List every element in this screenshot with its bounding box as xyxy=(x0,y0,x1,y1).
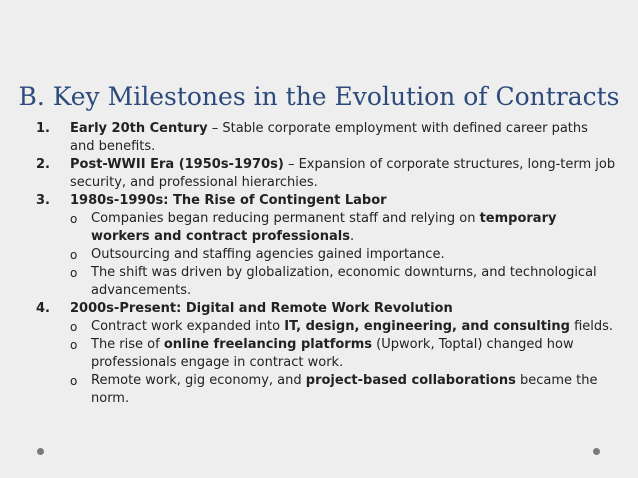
bullet-marker: o xyxy=(70,266,78,280)
slide-body xyxy=(36,120,616,408)
bullet-marker: o xyxy=(70,248,78,262)
slide-title: B. Key Milestones in the Evolution of Contracts xyxy=(18,82,620,111)
sub-text: Remote work, gig economy, and xyxy=(91,373,306,388)
item-number: 1. xyxy=(36,121,50,136)
list-item-1 xyxy=(36,120,616,156)
right-dot-icon xyxy=(593,448,600,455)
sub-item xyxy=(36,210,616,246)
item-heading: 2000s-Present: Digital and Remote Work Revolution xyxy=(70,301,453,316)
bullet-marker: o xyxy=(70,320,78,334)
list-item-4 xyxy=(36,300,616,318)
sub-text-bold: project-based collaborations xyxy=(305,373,516,388)
list-item-2 xyxy=(36,156,616,192)
sub-text: Contract work expanded into xyxy=(91,319,285,334)
item-heading: 1980s-1990s: The Rise of Contingent Labor xyxy=(70,193,387,208)
sub-text: fields. xyxy=(569,319,614,334)
item-heading: Early 20th Century xyxy=(70,121,208,136)
sub-text: The shift was driven by globalization, economic downturns, and technological advancements. xyxy=(91,265,597,298)
left-dot-icon xyxy=(37,448,44,455)
bullet-marker: o xyxy=(70,374,78,388)
item-text: – Stable corporate employment with defined career paths and benefits. xyxy=(70,121,588,154)
sub-item xyxy=(36,264,616,300)
sub-text-bold: temporary workers and contract professionals xyxy=(91,211,557,244)
item-number: 3. xyxy=(36,193,50,208)
sub-text: Companies began reducing permanent staff and relying on xyxy=(91,211,480,226)
list-item-3 xyxy=(36,192,616,210)
sub-item xyxy=(36,246,616,264)
sub-text-bold: online freelancing platforms xyxy=(163,337,373,352)
item-number: 4. xyxy=(36,301,50,316)
sub-text: (Upwork, Toptal) changed how professionals engage in contract work. xyxy=(91,337,574,370)
sub-text: became the norm. xyxy=(91,373,598,406)
sub-item xyxy=(36,318,616,336)
sub-text: The rise of xyxy=(91,337,164,352)
sub-text-bold: IT, design, engineering, and consulting xyxy=(284,319,570,334)
bullet-marker: o xyxy=(70,212,78,226)
sub-text: Outsourcing and staffing agencies gained importance. xyxy=(91,247,445,262)
sub-item xyxy=(36,336,616,372)
item-text: – Expansion of corporate structures, long-term job security, and professional hierarchies. xyxy=(70,157,616,190)
item-number: 2. xyxy=(36,157,50,172)
sub-text: . xyxy=(349,229,355,244)
bullet-marker: o xyxy=(70,338,78,352)
sub-item xyxy=(36,372,616,408)
item-heading: Post-WWII Era (1950s-1970s) xyxy=(70,157,284,172)
